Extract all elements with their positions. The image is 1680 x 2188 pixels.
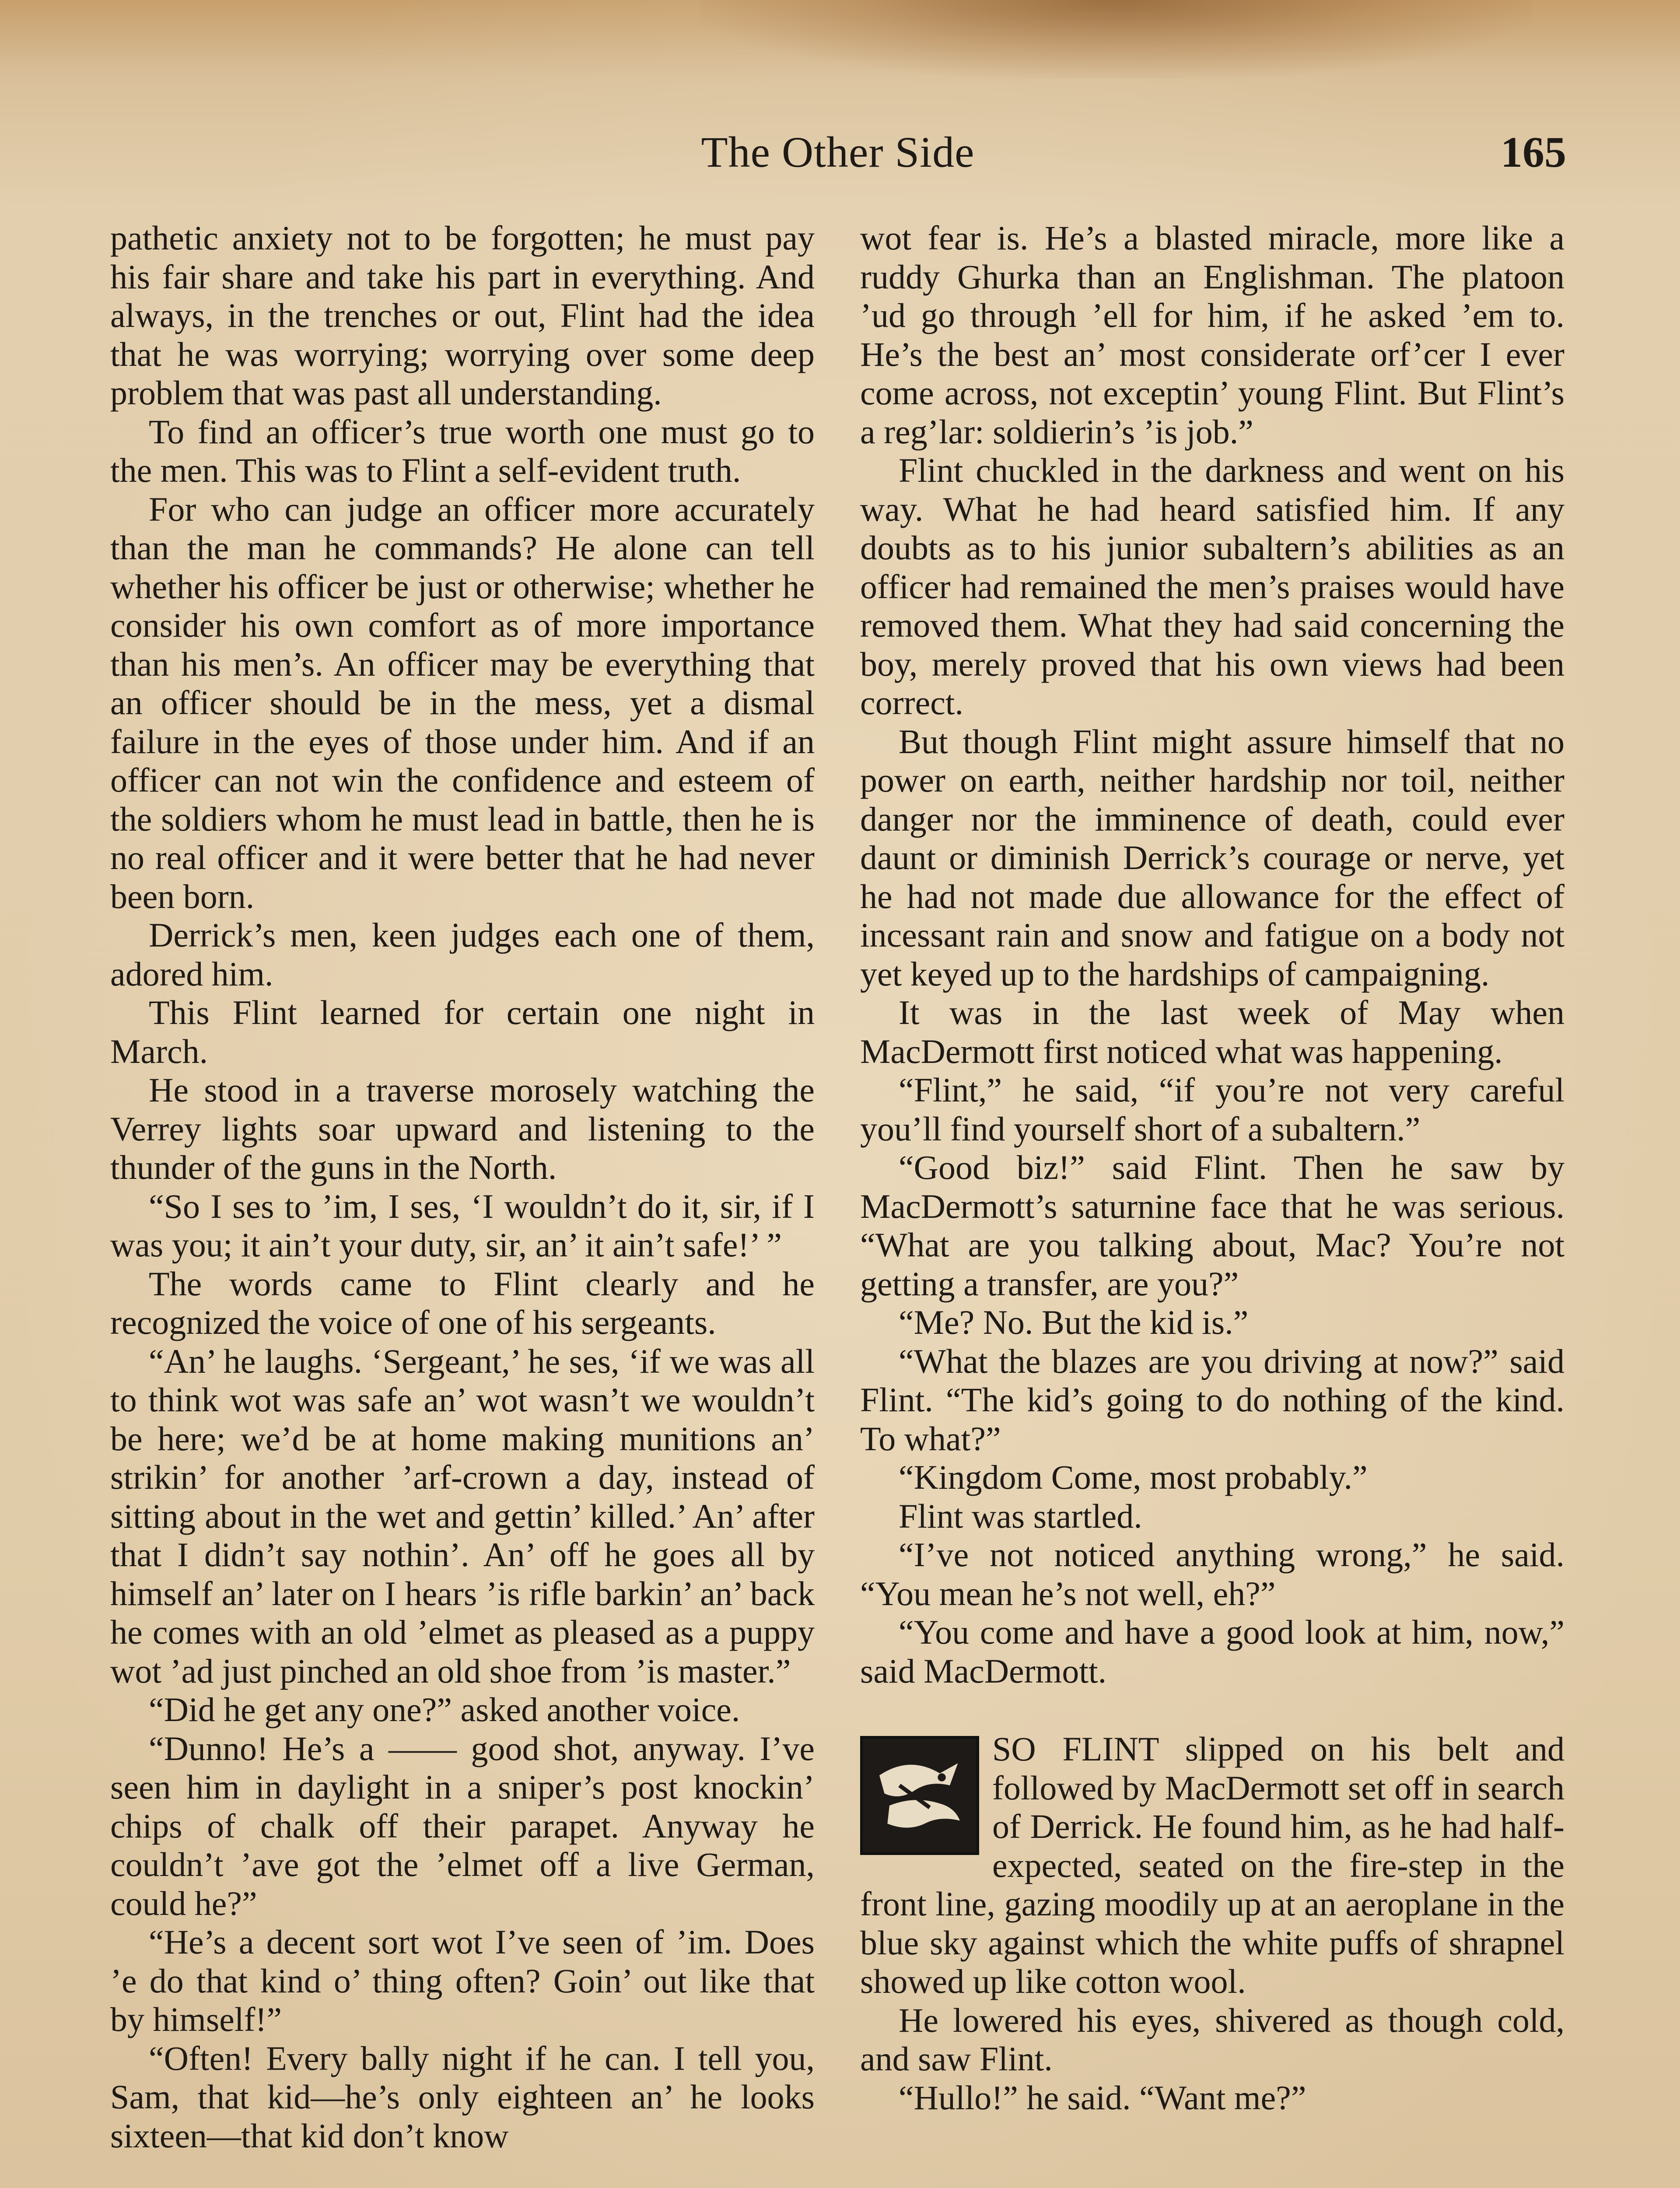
paragraph: “So I ses to ’im, I ses, ‘I wouldn’t do it, sir, if I was you; it ain’t your duty, sir, an’ it ain’t safe!’ ” [110,1187,815,1264]
paragraph: “Hullo!” he said. “Want me?” [899,2078,1306,2117]
paragraph: But though Flint might assure himself that no power on earth, neither hardship nor toil, neither danger nor the imminence of death, could ever daunt or diminish Derrick’s courage or nerve, yet he had not made due allowance for the effect of incessant rain and snow and fatigue on a body not yet keyed up to the hardships of campaigning. [860,722,1564,993]
paragraph: wot fear is. He’s a blasted miracle, more like a ruddy Ghurka than an Englishman. The platoon ’ud go through ’ell for him, if he asked ’em to. He’s the best an’ most considerate orf’cer I ever come across, not exceptin’ young Flint. But Flint’s a reg’lar: soldierin’s ’is job.” [860,219,1564,451]
paragraph: The words came to Flint clearly and he recognized the voice of one of his sergeants. [110,1264,815,1341]
water-stain [700,0,1531,79]
paragraph: “An’ he laughs. ‘Sergeant,’ he ses, ‘if we was all to think wot was safe an’ wot wasn’t we wouldn’t be here; we’d be at home making munitions an’ strikin’ for another ’arf-crown a day, instead of sitting about in the wet and gettin’ killed.’ An’ after that I didn’t say nothin’. An’ off he goes all by himself an’ later on I hears ’is rifle barkin’ an’ back he comes with an old ’elmet as pleased as a puppy wot ’ad just pinched an old shoe from ’is master.” [110,1342,815,1690]
paragraph: This Flint learned for certain one night in March. [110,993,815,1070]
paragraph: “Did he get any one?” asked another voice. [149,1690,740,1729]
page-number: 165 [1501,128,1566,176]
paragraph: It was in the last week of May when MacDermott first noticed what was happening. [860,993,1564,1070]
paragraph: “He’s a decent sort wot I’ve seen of ’im. Does ’e do that kind o’ thing often? Goin’ out like that by himself!” [110,1923,815,2038]
paragraph: Derrick’s men, keen judges each one of them, adored him. [110,916,815,993]
paragraph: “Dunno! He’s a —— good shot, anyway. I’ve seen him in daylight in a sniper’s post knockin’ chips of chalk off their parapet. Anyway he couldn’t ’ave got the ’elmet off a live German, could he?” [110,1729,815,1922]
paragraph: “Good biz!” said Flint. Then he saw by MacDermott’s saturnine face that he was serious. “What are you talking about, Mac? You’re not getting a transfer, are you?” [860,1148,1564,1303]
paragraph: pathetic anxiety not to be forgotten; he must pay his fair share and take his part in everything. And always, in the trenches or out, Flint had the idea that he was worrying; worrying over some deep problem that was past all understanding. [110,219,815,412]
paragraph: SO FLINT slipped on his belt and followed by MacDermott set off in search of Derrick. He found him, as he had half-expected, seated on the fire-step in the front line, gazing moodily up at an aeroplane in the blue sky against which the white puffs of shrapnel showed up like cotton wool. [860,1730,1564,2000]
paragraph: “I’ve not noticed anything wrong,” he said. “You mean he’s not well, eh?” [860,1536,1564,1613]
paragraph: Flint was startled. [899,1497,1142,1535]
left-column [110,219,815,2155]
running-title: The Other Side [701,128,975,176]
paragraph: “You come and have a good look at him, now,” said MacDermott. [860,1613,1564,1690]
paragraph: “Me? No. But the kid is.” [899,1303,1249,1341]
paragraph: “Kingdom Come, most probably.” [899,1458,1368,1496]
paragraph: He lowered his eyes, shivered as though cold, and saw Flint. [860,2001,1564,2078]
right-column [860,219,1564,2117]
paragraph: “Often! Every bally night if he can. I tell you, Sam, that kid—he’s only eighteen an’ he looks sixteen—that kid don’t know [110,2039,815,2155]
paragraph: “Flint,” he said, “if you’re not very careful you’ll find yourself short of a subaltern.” [860,1071,1564,1148]
page-header [109,123,1566,193]
paragraph: “What the blazes are you driving at now?” said Flint. “The kid’s going to do nothing of the kind. To what?” [860,1342,1564,1458]
paragraph: For who can judge an officer more accurately than the man he commands? He alone can tell whether his officer be just or otherwise; whether he consider his own comfort as of more importance than his men’s. An officer may be everything that an officer should be in the mess, yet a dismal failure in the eyes of those under him. And if an officer can not win the confidence and esteem of the soldiers whom he must lead in battle, then he is no real officer and it were better that he had never been born. [110,490,815,915]
paragraph: To find an officer’s true worth one must go to the men. This was to Flint a self-evident truth. [110,412,815,489]
paragraph: Flint chuckled in the darkness and went on his way. What he had heard satisfied him. If any doubts as to his junior subaltern’s abilities as an officer had remained the men’s praises would have removed them. What they had said concerning the boy, merely proved that his own views had been correct. [860,451,1564,722]
section-gap [860,1690,1564,1730]
paragraph: He stood in a traverse morosely watching the Verrey lights soar upward and listening to the thunder of the guns in the North. [110,1071,815,1186]
woodcut-ornament-icon [860,1736,979,1855]
